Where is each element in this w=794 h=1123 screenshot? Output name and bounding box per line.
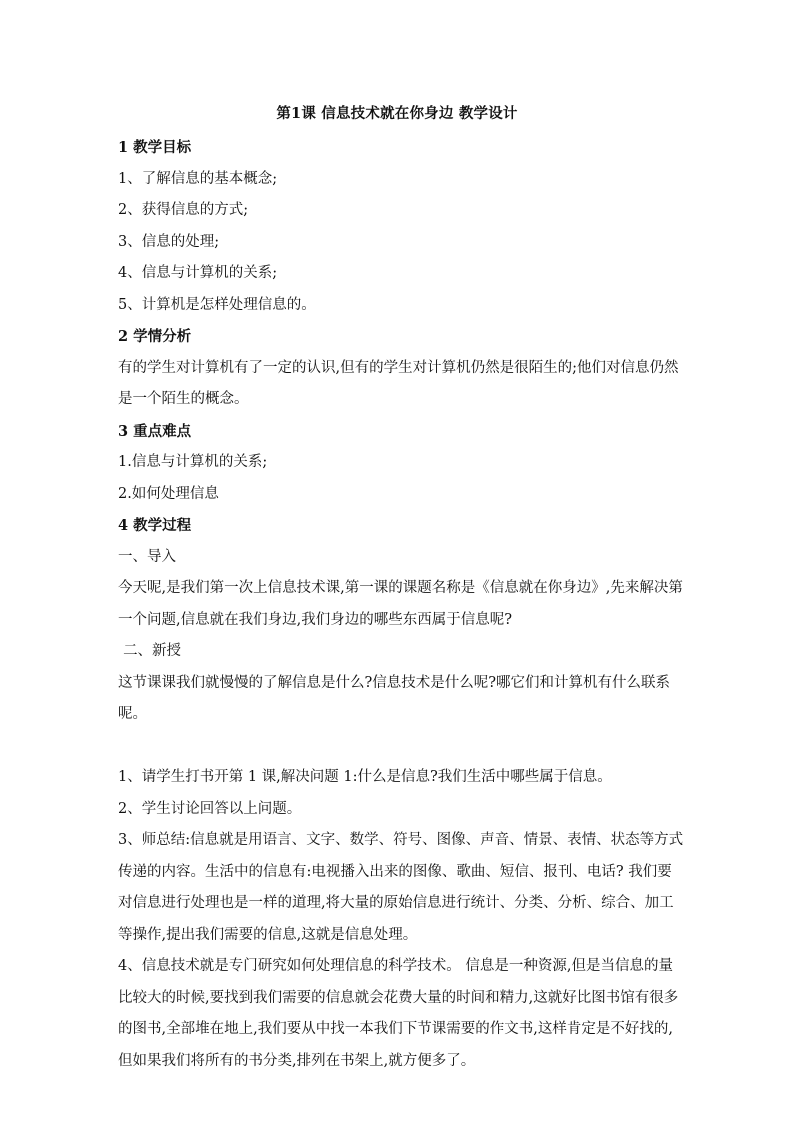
- objective-item: 4、信息与计算机的关系;: [118, 265, 278, 281]
- key-point-item: 1.信息与计算机的关系;: [118, 454, 268, 470]
- student-analysis-paragraph: 有的学生对计算机有了一定的认识,但有的学生对计算机仍然是很陌生的;他们对信息仍然是一个陌生的概念。: [118, 359, 679, 407]
- document-body: [118, 132, 684, 1077]
- process-step: 2、学生讨论回答以上问题。: [118, 800, 302, 817]
- section-heading-objectives: 1 教学目标: [118, 139, 192, 156]
- process-step: 1、请学生打书开第 1 课,解决问题 1:什么是信息?我们生活中哪些属于信息。: [118, 769, 612, 785]
- introduction-paragraph: 今天呢,是我们第一次上信息技术课,第一课的课题名称是《信息就在你身边》,先来解决第一个问题,信息就在我们身边,我们身边的哪些东西属于信息呢?: [118, 580, 683, 628]
- subheading-new-lesson: 二、新授: [123, 643, 182, 659]
- section-heading-student-analysis: 2 学情分析: [118, 328, 192, 345]
- objective-item: 2、获得信息的方式;: [118, 202, 249, 218]
- objective-item: 5、计算机是怎样处理信息的。: [118, 296, 316, 313]
- section-heading-key-points: 3 重点难点: [118, 422, 192, 440]
- key-point-item: 2.如何处理信息: [118, 485, 219, 502]
- blank-line: [118, 731, 684, 763]
- process-step: 4、信息技术就是专门研究如何处理信息的科学技术。 信息是一种资源,但是当信息的量比较大的时候,要找到我们需要的信息就会花费大量的时间和精力,这就好比图书馆有很多的图书,全部堆在地上,我们要从中找一本我们下节课需要的作文书,这样肯定是不好找的,但如果我们将所有的书分类,排列在书架上,就方便多了。: [118, 958, 679, 1069]
- process-step: 3、师总结:信息就是用语言、文字、数学、符号、图像、声音、情景、表情、状态等方式传递的内容。生活中的信息有:电视播入出来的图像、歌曲、短信、报刊、电话? 我们要对信息进行处理也是一样的道理,将大量的原始信息进行统计、分类、分析、综合、加工等操作,提出我们需要的信息,这就是信息处理。: [118, 832, 684, 943]
- document-title: 第1课 信息技术就在你身边 教学设计: [276, 105, 518, 122]
- subheading-introduction: 一、导入: [118, 548, 176, 565]
- objective-item: 3、信息的处理;: [118, 233, 220, 250]
- section-heading-teaching-process: 4 教学过程: [118, 517, 192, 534]
- objective-item: 1、了解信息的基本概念;: [118, 170, 278, 187]
- new-lesson-paragraph: 这节课课我们就慢慢的了解信息是什么?信息技术是什么呢?哪它们和计算机有什么联系呢。: [118, 674, 671, 722]
